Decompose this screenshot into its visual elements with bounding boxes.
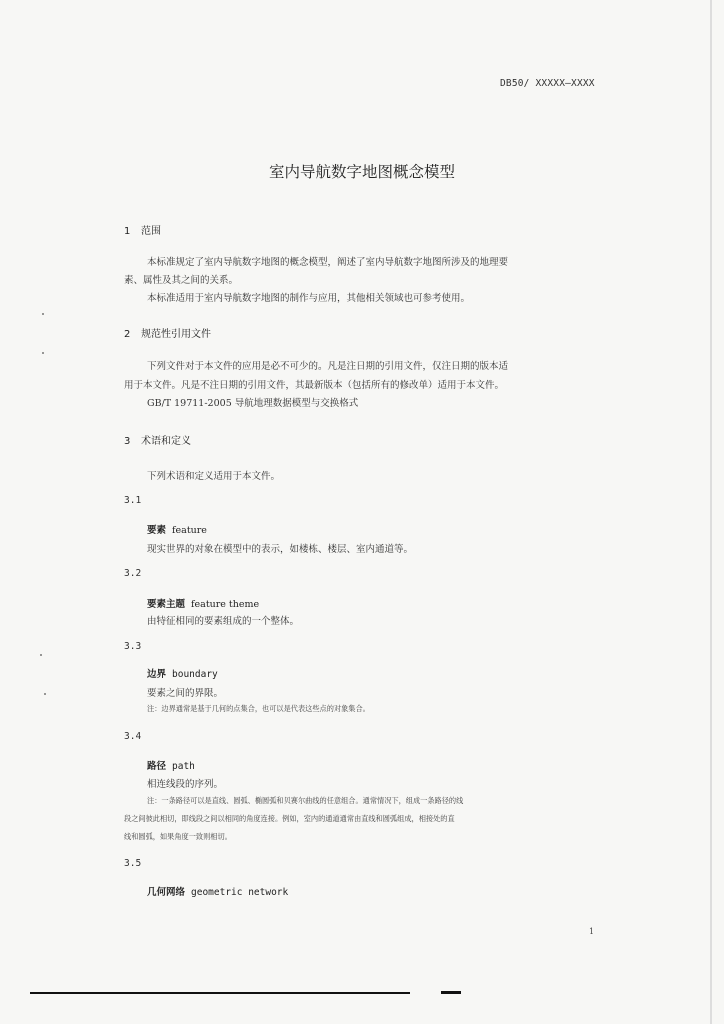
- term-definition: 相连线段的序列。: [147, 779, 224, 790]
- section-number: 3: [124, 436, 131, 447]
- term-definition: 由特征相同的要素组成的一个整体。: [147, 616, 300, 627]
- scan-bottom-mark: [441, 991, 461, 994]
- clause-number: 3.2: [124, 568, 142, 579]
- paragraph-line: 用于本文件。凡是不注日期的引用文件，其最新版本（包括所有的修改单）适用于本文件。: [124, 380, 505, 391]
- section-number: 1: [124, 226, 131, 237]
- term-zh: 要素: [147, 525, 167, 536]
- paragraph-line: 素、属性及其之间的关系。: [124, 275, 239, 286]
- term-entry: [147, 596, 259, 610]
- term-en: feature theme: [191, 599, 260, 610]
- term-en: path: [172, 761, 195, 772]
- term-note: 线和圆弧，如果角度一致则相切。: [124, 832, 232, 841]
- term-definition: 现实世界的对象在模型中的表示，如楼栋、楼层、室内通道等。: [147, 544, 414, 555]
- scan-edge: [710, 0, 712, 1024]
- clause-number: 3.5: [124, 858, 142, 869]
- document-title: 室内导航数字地图概念模型: [268, 163, 455, 181]
- term-note: 段之间彼此相切，即线段之间以相同的角度连接。例如，室内的通道通常由直线和圆弧组成，相接处的直: [124, 814, 455, 823]
- section-number: 2: [124, 329, 131, 340]
- scan-bottom-line: [30, 992, 410, 994]
- term-zh: 路径: [147, 761, 167, 772]
- term-note: 注：边界通常是基于几何的点集合，也可以是代表这些点的对象集合。: [147, 704, 370, 713]
- paragraph-line: 本标准适用于室内导航数字地图的制作与应用，其他相关领域也可参考使用。: [147, 293, 471, 304]
- section-title: 规范性引用文件: [141, 329, 211, 340]
- section-title: 术语和定义: [141, 436, 191, 447]
- clause-number: 3.1: [124, 495, 142, 506]
- term-entry: [147, 758, 195, 772]
- scan-speck: [42, 313, 44, 315]
- term-zh: 边界: [147, 669, 167, 680]
- term-en: feature: [172, 525, 207, 536]
- paragraph-line: 下列术语和定义适用于本文件。: [147, 471, 281, 482]
- term-entry: [147, 666, 218, 680]
- paragraph-line: 本标准规定了室内导航数字地图的概念模型，阐述了室内导航数字地图所涉及的地理要: [147, 257, 509, 268]
- page-number: 1: [589, 927, 595, 936]
- term-entry: [147, 884, 288, 898]
- section-2-heading: [124, 325, 211, 340]
- clause-number: 3.4: [124, 731, 142, 742]
- term-zh: 几何网络: [147, 887, 186, 898]
- scan-speck: [44, 693, 46, 695]
- term-note: 注：一条路径可以是直线、圆弧、椭圆弧和贝赛尔曲线的任意组合。通常情况下，组成一条路径的线: [147, 796, 464, 805]
- normative-reference: GB/T 19711-2005 导航地理数据模型与交换格式: [147, 398, 359, 409]
- document-id: DB50/ XXXXX—XXXX: [500, 78, 595, 89]
- term-entry: [147, 522, 207, 536]
- paragraph-line: 下列文件对于本文件的应用是必不可少的。凡是注日期的引用文件，仅注日期的版本适: [147, 361, 509, 372]
- clause-number: 3.3: [124, 641, 142, 652]
- term-en: geometric network: [191, 887, 289, 898]
- section-1-heading: [124, 222, 161, 237]
- section-3-heading: [124, 432, 191, 447]
- scan-speck: [40, 654, 42, 656]
- scan-speck: [42, 352, 44, 354]
- term-definition: 要素之间的界限。: [147, 688, 224, 699]
- term-en: boundary: [172, 669, 218, 680]
- term-zh: 要素主题: [147, 599, 186, 610]
- section-title: 范围: [141, 226, 161, 237]
